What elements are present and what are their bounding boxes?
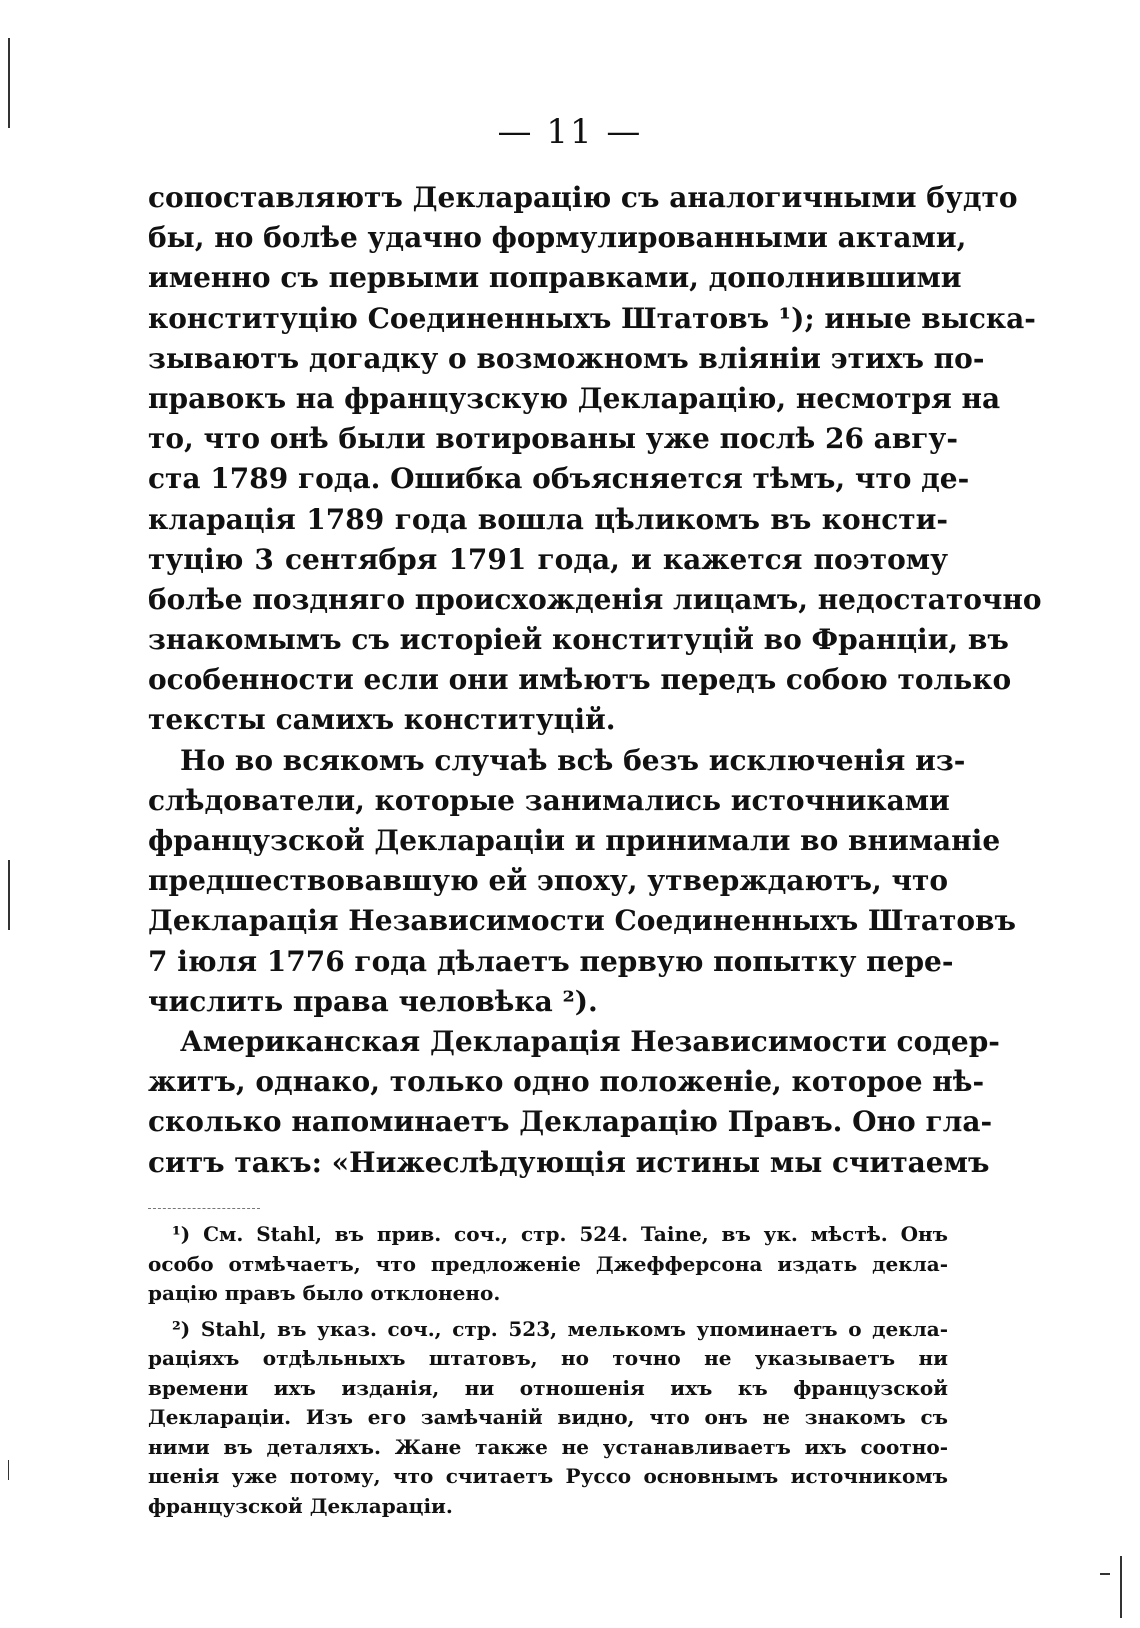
text-line: житъ, однако, только одно положеніе, которое нѣ- bbox=[148, 1065, 985, 1099]
text-line: знакомымъ съ исторіей конституцій во Франціи, въ bbox=[148, 623, 1009, 657]
text-line: зываютъ догадку о возможномъ вліяніи этихъ по- bbox=[148, 341, 985, 375]
footnote-line: ними въ деталяхъ. Жане также не устанавливаетъ ихъ соотно- bbox=[148, 1434, 948, 1459]
text-line: правокъ на французскую Декларацію, несмотря на bbox=[148, 381, 1001, 415]
footnotes bbox=[148, 1220, 948, 1521]
text-line: то, что онѣ были вотированы уже послѣ 26 авгу- bbox=[148, 422, 958, 456]
text-line: бы, но болѣе удачно формулированными актами, bbox=[148, 221, 967, 255]
text-line: Американская Декларація Независимости содер- bbox=[180, 1024, 1000, 1058]
text-line: конституцію Соединенныхъ Штатовъ ¹); иные выска- bbox=[148, 301, 1036, 335]
text-line: кларація 1789 года вошла цѣликомъ въ консти- bbox=[148, 502, 948, 536]
scan-edge-mark bbox=[8, 38, 10, 128]
footnote-line: французской Деклараціи. bbox=[148, 1493, 453, 1518]
text-line: ста 1789 года. Ошибка объясняется тѣмъ, что де- bbox=[148, 462, 970, 496]
text-line: слѣдователи, которые занимались источниками bbox=[148, 783, 950, 817]
scan-edge-mark bbox=[8, 860, 10, 930]
text-line: именно съ первыми поправками, дополнившими bbox=[148, 261, 962, 295]
footnote-line: шенія уже потому, что считаетъ Руссо основнымъ источникомъ bbox=[148, 1464, 948, 1488]
page-number: — 11 — bbox=[497, 112, 643, 152]
text-line: болѣе поздняго происхожденія лицамъ, недостаточно bbox=[148, 582, 1042, 616]
main-text bbox=[148, 178, 1042, 1183]
scan-edge-mark bbox=[1100, 1573, 1110, 1575]
scan-edge-mark bbox=[8, 1460, 9, 1480]
text-line: ситъ такъ: «Нижеслѣдующія истины мы считаемъ bbox=[148, 1145, 990, 1179]
text-line: сопоставляютъ Декларацію съ аналогичными будто bbox=[148, 181, 1018, 214]
footnote-line: особо отмѣчаетъ, что предложеніе Джефферсона издать декла- bbox=[148, 1251, 948, 1276]
text-line: туцію 3 сентября 1791 года, и кажется поэтому bbox=[148, 542, 948, 576]
footnote-line: раціяхъ отдѣльныхъ штатовъ, но точно не указываетъ ни bbox=[148, 1346, 948, 1370]
text-line: числить права человѣка ²). bbox=[148, 984, 598, 1018]
footnote-line: ²) Stahl, въ указ. соч., стр. 523, мелькомъ упоминаетъ о декла- bbox=[172, 1316, 948, 1341]
text-line: особенности если они имѣютъ передъ собою только bbox=[148, 663, 1012, 697]
text-line: сколько напоминаетъ Декларацію Правъ. Оно гла- bbox=[148, 1105, 993, 1139]
text-line: французской Деклараціи и принимали во вниманіе bbox=[148, 824, 1001, 857]
text-line: тексты самихъ конституцій. bbox=[148, 703, 616, 737]
footnote-line: времени ихъ изданія, ни отношенія ихъ къ французской bbox=[148, 1375, 948, 1400]
text-line: предшествовавшую ей эпоху, утверждаютъ, что bbox=[148, 864, 948, 898]
footnote-line: ¹) См. Stahl, въ прив. соч., стр. 524. Taine, въ ук. мѣстѣ. Онъ bbox=[172, 1222, 948, 1246]
footnote-separator bbox=[148, 1208, 260, 1209]
text-line: 7 іюля 1776 года дѣлаетъ первую попытку пере- bbox=[148, 944, 954, 978]
footnote-line: рацію правъ было отклонено. bbox=[148, 1281, 501, 1305]
footnote-line: Деклараціи. Изъ его замѣчаній видно, что онъ не знакомъ съ bbox=[148, 1405, 948, 1429]
text-line: Но во всякомъ случаѣ всѣ безъ исключенія из- bbox=[180, 743, 966, 777]
scan-edge-mark bbox=[1120, 1556, 1122, 1618]
text-line: Декларація Независимости Соединенныхъ Штатовъ bbox=[148, 904, 1016, 938]
